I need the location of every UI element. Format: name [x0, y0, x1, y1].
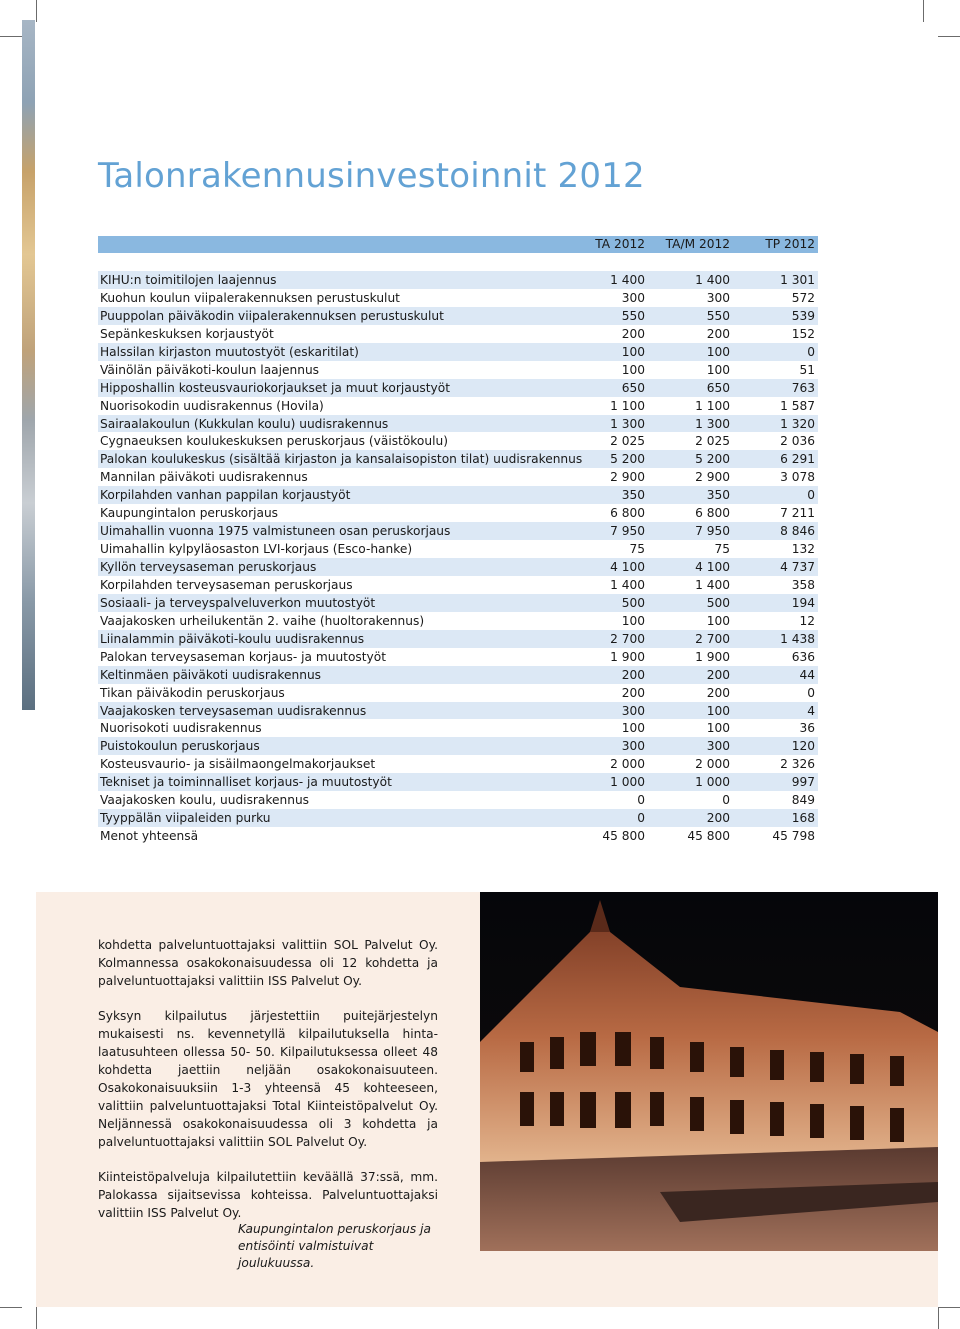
row-name: Uimahallin vuonna 1975 valmistuneen osan peruskorjaus	[100, 524, 451, 539]
row-name: Halssilan kirjaston muutostyöt (eskaritilat)	[100, 344, 359, 359]
side-photo-strip	[22, 20, 35, 710]
row-tp: 6 291	[780, 452, 815, 467]
row-tam: 75	[714, 542, 730, 557]
row-ta: 500	[621, 595, 645, 610]
row-tp: 7 211	[780, 506, 815, 521]
table-row	[98, 522, 818, 540]
row-tp: 4	[807, 703, 815, 718]
row-tam: 100	[706, 721, 730, 736]
table-row	[98, 684, 818, 702]
row-tam: 100	[706, 362, 730, 377]
table-row	[98, 702, 818, 720]
table-row	[98, 397, 818, 415]
table-row	[98, 504, 818, 522]
table-row	[98, 379, 818, 397]
row-ta: 1 400	[610, 577, 645, 592]
paragraph-1: kohdetta palveluntuottajaksi valittiin SOL Palvelut Oy. Kolmannessa osakokonaisuudessa oli 12 kohdetta ja palveluntuottajaksi valittiin ISS Palvelut Oy.	[98, 938, 438, 988]
row-ta: 100	[621, 721, 645, 736]
row-tp: 1 587	[780, 398, 815, 413]
table-body	[98, 271, 818, 845]
table-row	[98, 289, 818, 307]
table-row	[98, 594, 818, 612]
row-ta: 0	[637, 811, 645, 826]
crop-mark-top-left	[36, 0, 37, 22]
table-row	[98, 576, 818, 594]
row-ta: 4 100	[610, 560, 645, 574]
row-tam: 1 900	[695, 649, 730, 664]
row-tp: 849	[791, 793, 815, 808]
table-row	[98, 558, 818, 576]
row-tam: 2 700	[695, 631, 730, 646]
row-ta: 1 000	[610, 775, 645, 790]
row-tp: 0	[807, 344, 815, 359]
row-tp: 1 320	[780, 416, 815, 431]
table-row	[98, 737, 818, 755]
table-row	[98, 486, 818, 504]
crop-mark-bottom-right	[938, 1307, 939, 1329]
row-name: Cygnaeuksen koulukeskuksen peruskorjaus (väistökoulu)	[100, 434, 448, 449]
table-row	[98, 432, 818, 450]
row-name: Puistokoulun peruskorjaus	[100, 739, 260, 754]
row-tam: 550	[706, 308, 730, 323]
row-tam: 100	[706, 703, 730, 718]
photo-caption: Kaupungintalon peruskorjaus ja entisöinti valmistuivat joulukuussa.	[238, 1222, 431, 1270]
table-header	[98, 236, 818, 253]
row-ta: 200	[621, 326, 645, 341]
table-row	[98, 468, 818, 486]
row-tam: 1 000	[695, 775, 730, 790]
table-row	[98, 773, 818, 791]
row-name: Kaupungintalon peruskorjaus	[100, 506, 279, 521]
row-tp: 358	[791, 577, 815, 592]
row-ta: 2 000	[610, 757, 645, 772]
row-ta: 100	[621, 344, 645, 359]
row-name: Tikan päiväkodin peruskorjaus	[100, 685, 285, 700]
row-ta: 1 400	[610, 273, 645, 287]
row-name: Nuorisokodin uudisrakennus (Hovila)	[100, 398, 324, 413]
row-tam: 350	[706, 488, 730, 503]
row-tam: 1 300	[695, 416, 730, 431]
table-row	[98, 612, 818, 630]
table-row	[98, 325, 818, 343]
row-name: Korpilahden terveysaseman peruskorjaus	[100, 577, 353, 592]
row-ta: 1 900	[610, 649, 645, 664]
row-tp: 44	[799, 667, 815, 682]
row-tp: 3 078	[780, 470, 815, 485]
row-ta: 350	[621, 488, 645, 503]
row-name: Uimahallin kylpyläosaston LVI-korjaus (Esco-hanke)	[100, 542, 413, 557]
row-tam: 1 400	[695, 273, 730, 287]
row-tp: 0	[807, 488, 815, 503]
table-row	[98, 307, 818, 325]
crop-mark-top-right	[923, 0, 924, 22]
row-tam: 200	[706, 811, 730, 826]
row-tam: 300	[706, 290, 730, 305]
column-header-ta: TA 2012	[595, 237, 645, 251]
crop-mark-left-top	[0, 36, 22, 37]
row-tp: 997	[791, 775, 815, 790]
row-name: Kyllön terveysaseman peruskorjaus	[100, 560, 317, 574]
row-ta: 75	[629, 542, 645, 557]
row-tam: 100	[706, 613, 730, 628]
row-ta: 1 100	[610, 398, 645, 413]
row-name: Sepänkeskuksen korjaustyöt	[100, 326, 274, 341]
table-row	[98, 415, 818, 433]
row-name: Vaajakosken urheilukentän 2. vaihe (huoltorakennus)	[100, 613, 425, 628]
table-row	[98, 827, 818, 845]
row-ta: 6 800	[610, 506, 645, 521]
row-ta: 0	[637, 793, 645, 808]
row-tp: 539	[791, 308, 815, 323]
row-name: Kosteusvaurio- ja sisäilmaongelmakorjaukset	[100, 757, 376, 772]
row-tam: 0	[722, 793, 730, 808]
row-name: Tekniset ja toiminnalliset korjaus- ja muutostyöt	[100, 775, 392, 790]
paragraph-2: Syksyn kilpailutus järjestettiin puitejärjestelyn mukaisesti ns. kevennetyllä kilpailutuksella hinta-laatusuhteen ollessa 50- 50. Kilpailutuksessa olleet 48 kohdetta jaettiin neljään osakokonaisuuteen. Osakokonaisuuksiin 1-3 yhteensä 45 kohteeseen, valittiin palveluntuottajaksi Total Kiinteistöpalvelut Oy. Neljännessä osakokonaisuudessa oli 3 kohdetta ja palveluntuottajaksi valittiin SOL Palvelut Oy.	[98, 1009, 438, 1149]
column-header-tp: TP 2012	[765, 237, 815, 251]
row-ta: 300	[621, 290, 645, 305]
row-tam: 2 025	[695, 434, 730, 449]
row-ta: 45 800	[602, 829, 645, 844]
row-name: Keltinmäen päiväkoti uudisrakennus	[100, 667, 322, 682]
row-ta: 200	[621, 667, 645, 682]
row-name: Vaajakosken terveysaseman uudisrakennus	[100, 703, 367, 718]
row-ta: 100	[621, 613, 645, 628]
row-name: Kuohun koulun viipalerakennuksen perustuskulut	[100, 290, 400, 305]
row-tam: 200	[706, 326, 730, 341]
row-name: Liinalammin päiväkoti-koulu uudisrakennus	[100, 631, 365, 646]
row-name: Sairaalakoulun (Kukkulan koulu) uudisrakennus	[100, 416, 389, 431]
row-name: KIHU:n toimitilojen laajennus	[100, 273, 277, 287]
table-row	[98, 343, 818, 361]
table-row	[98, 719, 818, 737]
row-name: Menot yhteensä	[100, 829, 199, 844]
row-tam: 500	[706, 595, 730, 610]
row-name: Palokan koulukeskus (sisältää kirjaston ja kansalaisopiston tilat) uudisrakennus	[100, 452, 583, 467]
row-tp: 2 326	[780, 757, 815, 772]
row-name: Palokan terveysaseman korjaus- ja muutostyöt	[100, 649, 386, 664]
row-tp: 12	[799, 613, 815, 628]
row-tp: 1 301	[780, 273, 815, 287]
table-row	[98, 450, 818, 468]
crop-mark-left-bottom	[0, 1307, 22, 1308]
row-tam: 100	[706, 344, 730, 359]
row-tam: 2 000	[695, 757, 730, 772]
row-tam: 2 900	[695, 470, 730, 485]
table-row	[98, 666, 818, 684]
row-ta: 5 200	[610, 452, 645, 467]
table-row	[98, 755, 818, 773]
row-tam: 7 950	[695, 524, 730, 539]
row-name: Hipposhallin kosteusvauriokorjaukset ja muut korjaustyöt	[100, 380, 450, 395]
body-text	[98, 936, 438, 1239]
row-tam: 650	[706, 380, 730, 395]
row-tam: 45 800	[687, 829, 730, 844]
row-name: Puuppolan päiväkodin viipalerakennuksen perustuskulut	[100, 308, 444, 323]
row-tam: 4 100	[695, 560, 730, 574]
city-hall-photo	[480, 892, 938, 1251]
row-tp: 0	[807, 685, 815, 700]
row-tp: 763	[791, 380, 815, 395]
row-name: Korpilahden vanhan pappilan korjaustyöt	[100, 488, 351, 503]
table-row	[98, 630, 818, 648]
row-ta: 200	[621, 685, 645, 700]
row-name: Nuorisokoti uudisrakennus	[100, 721, 262, 736]
row-ta: 2 700	[610, 631, 645, 646]
table-row	[98, 791, 818, 809]
row-tam: 1 100	[695, 398, 730, 413]
row-tam: 5 200	[695, 452, 730, 467]
row-tp: 2 036	[780, 434, 815, 449]
row-tam: 1 400	[695, 577, 730, 592]
table-row	[98, 648, 818, 666]
row-tp: 152	[791, 326, 815, 341]
row-ta: 550	[621, 308, 645, 323]
row-ta: 2 025	[610, 434, 645, 449]
table-row	[98, 540, 818, 558]
row-ta: 100	[621, 362, 645, 377]
row-ta: 300	[621, 739, 645, 754]
row-name: Tyyppälän viipaleiden purku	[100, 811, 271, 826]
row-tp: 132	[791, 542, 815, 557]
row-tam: 200	[706, 685, 730, 700]
row-ta: 2 900	[610, 470, 645, 485]
row-name: Väinölän päiväkoti-koulun laajennus	[100, 362, 320, 377]
row-tp: 1 438	[780, 631, 815, 646]
row-tp: 36	[799, 721, 815, 736]
page-title: Talonrakennusinvestoinnit 2012	[98, 156, 645, 196]
row-tp: 45 798	[772, 829, 815, 844]
table-row	[98, 361, 818, 379]
row-tp: 636	[791, 649, 815, 664]
row-tam: 200	[706, 667, 730, 682]
table-row	[98, 809, 818, 827]
column-header-tam: TA/M 2012	[665, 237, 730, 251]
row-tam: 300	[706, 739, 730, 754]
row-tp: 120	[791, 739, 815, 754]
row-tam: 6 800	[695, 506, 730, 521]
paragraph-3: Kiinteistöpalveluja kilpailutettiin keväällä 37:ssä, mm. Palokassa sijaitsevissa kohteissa. Palveluntuottajaksi valittiin ISS Palvelut Oy.	[98, 1170, 438, 1220]
row-tp: 194	[791, 595, 815, 610]
row-tp: 572	[791, 290, 815, 305]
row-ta: 7 950	[610, 524, 645, 539]
row-name: Vaajakosken koulu, uudisrakennus	[100, 793, 310, 808]
row-name: Sosiaali- ja terveyspalveluverkon muutostyöt	[100, 595, 376, 610]
row-tp: 8 846	[780, 524, 815, 539]
row-tp: 51	[799, 362, 815, 377]
crop-mark-right-bottom	[938, 1307, 960, 1308]
row-name: Mannilan päiväkoti uudisrakennus	[100, 470, 308, 485]
row-ta: 300	[621, 703, 645, 718]
row-ta: 650	[621, 380, 645, 395]
row-ta: 1 300	[610, 416, 645, 431]
row-tp: 4 737	[780, 560, 815, 574]
investment-table	[98, 236, 818, 845]
crop-mark-right-top	[938, 36, 960, 37]
row-tp: 168	[791, 811, 815, 826]
crop-mark-bottom-left	[36, 1307, 37, 1329]
table-row	[98, 271, 818, 289]
